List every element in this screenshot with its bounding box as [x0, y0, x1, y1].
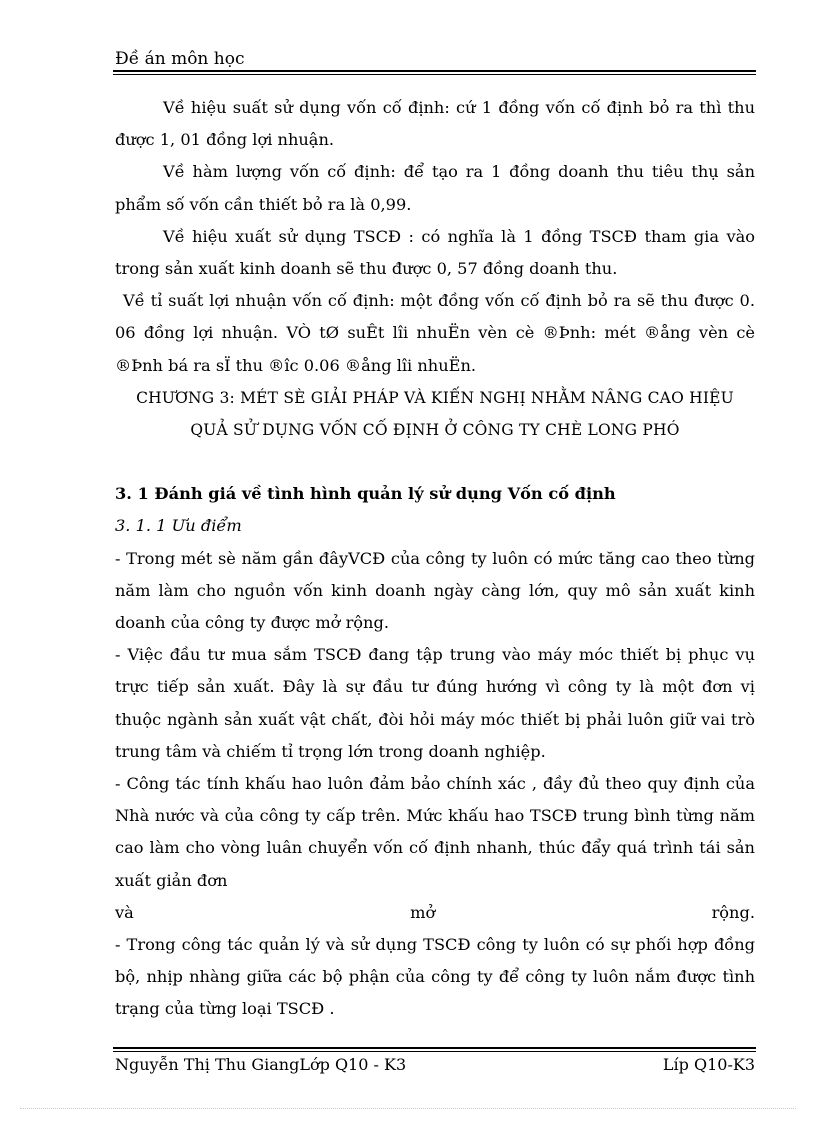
page-footer: [115, 1054, 755, 1076]
paragraph-fixed-capital-content: Về hàm lượng vốn cố định: để tạo ra 1 đồng doanh thu tiêu thụ sản phẩm số vốn cần thiết bỏ ra là 0,99.: [115, 162, 755, 214]
chapter-title-line-1: CHƯƠNG 3: MÉT SÈ GIẢI PHÁP VÀ KIẾN NGHỊ NHẰM NÂNG CAO HIỆU: [136, 388, 734, 407]
footer-rule-thin: [113, 1051, 756, 1052]
subsection-title: 3. 1. 1 Ưu điểm: [115, 516, 242, 536]
bullet-investment: - Việc đầu tư mua sắm TSCĐ đang tập trung vào máy móc thiết bị phục vụ trực tiếp sản xuất. Đây là sự đầu tư đúng hướng vì công ty là một đơn vị thuộc ngành sản xuất vật chất, đòi hỏi máy móc thiết bị phải luôn giữ vai trò trung tâm và chiếm tỉ trọng lớn trong doanh nghiệp.: [115, 645, 755, 761]
section-title: 3. 1 Đánh giá về tình hình quản lý sử dụng Vốn cố định: [115, 484, 616, 504]
document-body: [115, 92, 755, 1026]
paragraph-fixed-capital-efficiency: Về hiệu suất sử dụng vốn cố định: cứ 1 đồng vốn cố định bỏ ra thì thu được 1, 01 đồng lợi nhuận.: [115, 98, 755, 150]
chapter-title-line-2: QUẢ SỬ DỤNG VỐN CỐ ĐỊNH Ở CÔNG TY CHÈ LONG PHÓ: [190, 421, 680, 440]
header-rule-thin: [113, 74, 756, 75]
footer-class: Líp Q10-K3: [662, 1055, 755, 1074]
word-and: và: [115, 902, 134, 922]
bullet-depreciation: - Công tác tính khấu hao luôn đảm bảo chính xác , đầy đủ theo quy định của Nhà nước và của công ty cấp trên. Mức khấu hao TSCĐ trung bình từng năm cao làm cho vòng luân chuyển vốn cố định nhanh, thúc đẩy quá trình tái sản xuất giản đơn: [115, 774, 755, 890]
bullet-capital-growth: - Trong mét sè năm gần đâyVCĐ của công ty luôn có mức tăng cao theo từng năm làm cho nguồn vốn kinh doanh ngày càng lớn, quy mô sản xuất kinh doanh của công ty được mở rộng.: [115, 548, 755, 633]
bullet-depreciation-end: [115, 897, 755, 929]
page-header: Đề án môn học: [115, 49, 245, 69]
header-rule: [113, 70, 756, 72]
paragraph-fixed-asset-efficiency: Về hiệu xuất sử dụng TSCĐ : có nghĩa là 1 đồng TSCĐ tham gia vào trong sản xuất kinh doanh sẽ thu được 0, 57 đồng doanh thu.: [115, 226, 755, 279]
page-boundary: [20, 1108, 796, 1109]
footer-rule: [113, 1047, 756, 1049]
word-scale: rộng.: [711, 902, 755, 922]
bullet-management: - Trong công tác quản lý và sử dụng TSCĐ công ty luôn có sự phối hợp đồng bộ, nhịp nhàng giữa các bộ phận của công ty để công ty luôn nắm được tình trạng của từng loại TSCĐ .: [115, 935, 755, 1019]
paragraph-profit-ratio: Về tỉ suất lợi nhuận vốn cố định: một đồng vốn cố định bỏ ra sẽ thu được 0. 06 đồng lợi nhuận. VÒ tØ suÊt lîi nhuËn vèn cè ®Þnh: mét ®ång vèn cè ®Þnh bá ra sÏ thu ®îc 0.06 ®ång lîi nhuËn.: [115, 291, 755, 375]
word-expand: mở: [410, 902, 436, 922]
footer-author: Nguyễn Thị Thu GiangLớp Q10 - K3: [115, 1055, 407, 1074]
blank-line: [115, 446, 755, 478]
